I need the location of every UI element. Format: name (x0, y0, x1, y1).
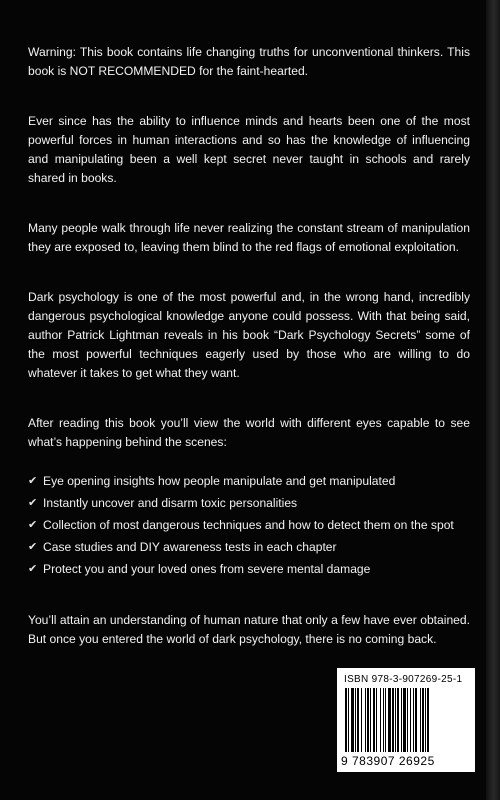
warning-paragraph: Warning: This book contains life changing truths for unconventional thinkers. This book is NOT RECOMMENDED for the faint-hearted. (28, 45, 470, 78)
list-item-text: Collection of most dangerous techniques and how to detect them on the spot (43, 518, 454, 532)
barcode-bar (420, 688, 421, 752)
barcode-bar (385, 688, 386, 752)
list-item (28, 558, 470, 580)
list-item (28, 536, 470, 558)
barcode-bar (413, 688, 414, 752)
isbn-label: ISBN 978-3-907269-25-1 (344, 674, 463, 685)
barcode-bar (367, 688, 369, 752)
list-item (28, 514, 470, 536)
list-item-text: Instantly uncover and disarm toxic personalities (43, 496, 298, 510)
barcode-bar (415, 688, 417, 752)
manipulation-paragraph: Many people walk through life never realizing the constant stream of manipulation they are exposed to, leaving them blind to the red flags of emotional exploitation. (28, 221, 470, 254)
barcode-bar (373, 688, 375, 752)
intro-paragraph: Ever since has the ability to influence minds and hearts been one of the most powerful forces in human interactions and so has the knowledge of influencing and manipulating been a well kept secret never taught in schools and rarely shared in books. (28, 114, 470, 185)
barcode-bar (397, 688, 399, 752)
barcode-bar (392, 688, 394, 752)
checkmark-icon: ✔ (28, 541, 38, 553)
list-item-text: Eye opening insights how people manipulate and get manipulated (43, 474, 396, 488)
barcode-bar (388, 688, 391, 752)
checkmark-icon: ✔ (28, 563, 38, 575)
blurb-text-block (28, 43, 470, 680)
cover-edge (486, 0, 500, 800)
barcode-bars (345, 688, 467, 752)
checkmark-icon: ✔ (28, 475, 38, 487)
barcode-bar (425, 688, 426, 752)
barcode-bar (401, 688, 402, 752)
dark-psychology-paragraph: Dark psychology is one of the most powerful and, in the wrong hand, incredibly dangerous psychological knowledge anyone could possess. With that being said, author Patrick Lightman reveals in his book “Dark Psychology Secrets” some of the most powerful techniques eagerly used by those who are willing to do whatever it takes to get what they want. (28, 290, 470, 380)
list-item-text: Case studies and DIY awareness tests in each chapter (43, 540, 337, 554)
barcode-bar (403, 688, 406, 752)
barcode-bar (380, 688, 381, 752)
list-item (28, 470, 470, 492)
barcode-number: 9 783907 26925 (341, 754, 435, 768)
barcode-bar (383, 688, 384, 752)
barcode-bar (365, 688, 366, 752)
isbn-barcode (337, 668, 475, 772)
barcode-bar (348, 688, 349, 752)
barcode-bar (407, 688, 408, 752)
barcode-bar (376, 688, 377, 752)
barcode-bar (410, 688, 411, 752)
checkmark-icon: ✔ (28, 519, 38, 531)
after-reading-paragraph: After reading this book you’ll view the world with different eyes capable to see what’s happening behind the scenes: (28, 416, 470, 449)
barcode-bar (355, 688, 356, 752)
list-item (28, 492, 470, 514)
barcode-bar (345, 688, 347, 752)
barcode-bar (357, 688, 359, 752)
benefits-list (28, 470, 470, 580)
barcode-bar (422, 688, 424, 752)
barcode-bar (395, 688, 396, 752)
checkmark-icon: ✔ (28, 497, 38, 509)
barcode-bar (427, 688, 429, 752)
closing-paragraph: You’ll attain an understanding of human nature that only a few have ever obtained. But once you entered the world of dark psychology, there is no coming back. (28, 613, 470, 646)
barcode-bar (351, 688, 354, 752)
list-item-text: Protect you and your loved ones from severe mental damage (43, 562, 371, 576)
barcode-bar (361, 688, 362, 752)
barcode-bar (370, 688, 371, 752)
